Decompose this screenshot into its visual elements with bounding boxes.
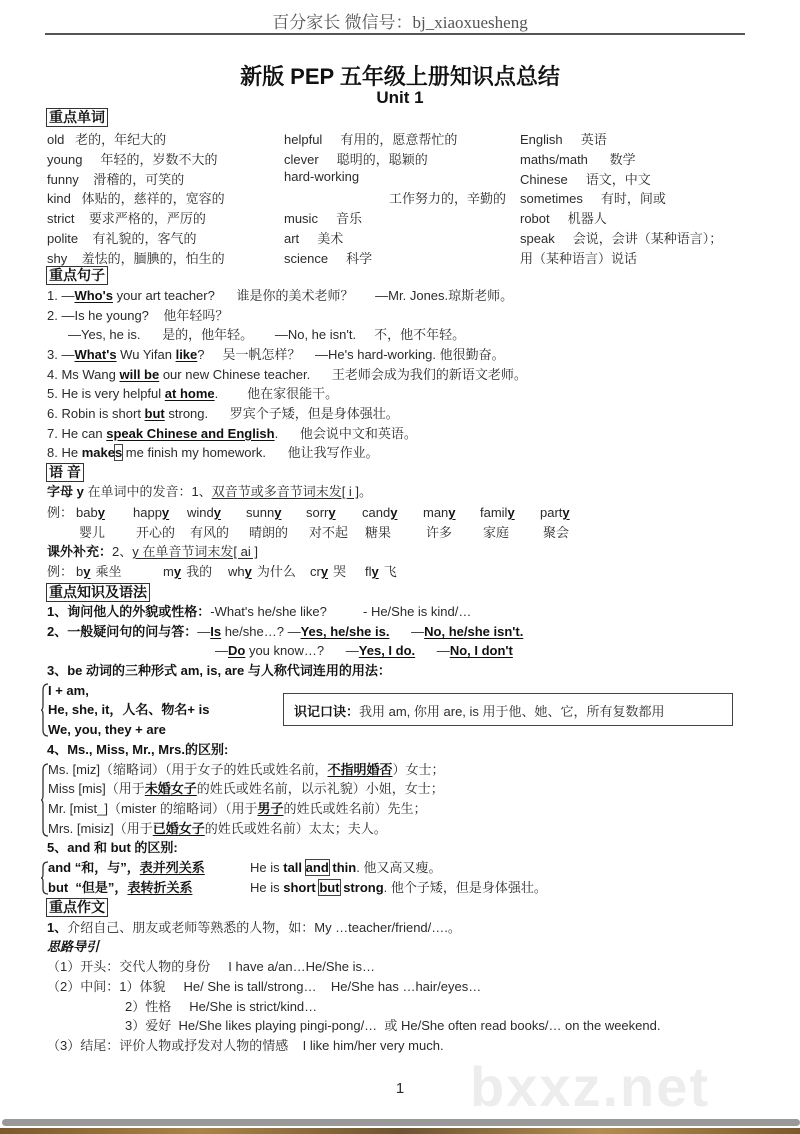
writing-point: （3）结尾：评价人物或抒发对人物的情感 I like him/her very much. — [47, 1038, 444, 1053]
sentence-2 — [47, 307, 228, 325]
text-segment: your art teacher? 谁是你的美术老师？ —Mr. Jones.琼斯老师。 — [112, 288, 514, 303]
text-segment: Ms. [miz]（缩略词）（用于女子的姓氏或姓名前， — [48, 762, 328, 777]
example-word — [187, 504, 230, 540]
text-segment: and “和，与”， — [48, 860, 140, 875]
text-segment: 1、询问他人的外貌或性格： — [47, 604, 211, 619]
text-segment: 2、 — [112, 544, 133, 559]
example-word — [365, 563, 397, 581]
text-segment: Mr. [mist_]（mister 的缩略词）（用于 — [48, 801, 258, 816]
sentence-6 — [47, 405, 399, 423]
text-segment: ? 吴一帆怎样？ —He's hard-working. 他很勤奋。 — [197, 347, 505, 362]
watermark: bxxz.net — [470, 1055, 711, 1118]
text-segment: s — [114, 445, 123, 460]
example-word — [480, 504, 515, 540]
vocab-item: music 音乐 — [284, 211, 363, 226]
vocab-item: hard-working — [284, 169, 360, 184]
be-form: I + am, — [48, 683, 89, 698]
text-segment: strong. 罗宾个子矮，但是身体强壮。 — [164, 406, 399, 421]
sentence-1 — [47, 287, 513, 305]
grammar-4 — [47, 741, 228, 759]
word-meaning: 飞 — [383, 564, 397, 579]
example-word — [76, 504, 106, 540]
vocab-item: robot 机器人 — [520, 211, 607, 226]
text-segment: No, I don't — [449, 643, 513, 658]
text-segment: 。 — [359, 484, 373, 499]
unit-title: Unit 1 — [376, 88, 424, 107]
text-segment: me finish my homework. 他让我写作业。 — [122, 445, 379, 460]
text-segment: — — [389, 624, 425, 639]
vocab-item: shy 羞怯的，腼腆的，怕生的 — [47, 251, 225, 266]
writing-point: 3）爱好 He/She likes playing pingi-pong/… 或 He/She often read books/… on the weekend. — [125, 1018, 661, 1033]
text-segment: . 他会说中文和英语。 — [274, 426, 417, 441]
word-stem: cr — [310, 564, 321, 579]
word-stem: man — [423, 505, 449, 520]
word-ending: y — [213, 505, 221, 520]
text-segment: tall — [283, 860, 303, 875]
word-ending: y — [507, 505, 515, 520]
text-segment: 3、be 动词的三种形式 am, is, are 与人称代词连用的用法： — [47, 663, 391, 678]
text-segment: 2. —Is he young? 他年轻吗？ — [47, 308, 229, 323]
text-segment: He is — [250, 880, 284, 895]
heading-sentences: 重点句子 — [46, 266, 108, 285]
vocab-item: strict 要求严格的，严厉的 — [47, 211, 206, 226]
word-stem: bab — [76, 505, 98, 520]
sentence-7 — [47, 425, 417, 443]
text-segment: you know…? — — [245, 643, 359, 658]
word-meaning: 开心的 — [136, 525, 176, 540]
text-segment: 课外补充： — [47, 544, 113, 559]
text-segment: Is — [210, 624, 222, 639]
text-segment: 双音节或多音节词末发[ i ] — [211, 484, 360, 499]
word-meaning: 为什么 — [256, 564, 296, 579]
page-number: 1 — [395, 1080, 405, 1097]
text-segment: short — [283, 880, 316, 895]
word-ending: y — [173, 564, 182, 579]
word-meaning: 有风的 — [190, 525, 230, 540]
word-meaning: 对不起 — [309, 525, 349, 540]
word-ending: y — [448, 505, 456, 520]
vocab-item: maths/math 数学 — [520, 152, 636, 167]
vocab-item: art 美术 — [284, 231, 344, 246]
word-meaning: 我的 — [186, 564, 213, 579]
but-example — [250, 879, 547, 897]
word-ending: y — [562, 505, 570, 520]
heading-vocab: 重点单词 — [46, 108, 108, 127]
writing-point: （2）中间：1）体貌 He/ She is tall/strong… He/She has …hair/eyes… — [47, 979, 482, 994]
title-mrs — [48, 820, 387, 838]
sentence-8 — [47, 444, 379, 462]
text-segment: speak Chinese and English — [106, 426, 275, 441]
text-segment: 的姓氏或姓名前）先生； — [283, 801, 427, 816]
vocab-item: polite 有礼貌的，客气的 — [47, 231, 197, 246]
word-stem: wh — [228, 564, 245, 579]
text-segment: 在单词中的发音：1、 — [83, 484, 212, 499]
text-segment: but — [319, 880, 340, 895]
title-ms — [48, 761, 445, 779]
site-header: 百分家长 微信号：bj_xiaoxuesheng — [272, 13, 528, 32]
text-segment: No, he/she isn't. — [424, 624, 524, 639]
word-ending: y — [328, 505, 336, 520]
text-segment: 7. He can — [47, 426, 107, 441]
word-ending: y — [274, 505, 282, 520]
word-ending: y — [320, 564, 329, 579]
example-label: 例： — [47, 505, 74, 520]
example-label: 例： — [47, 564, 74, 579]
text-segment: 5、and 和 but 的区别: — [47, 840, 178, 855]
text-segment: thin — [332, 860, 357, 875]
text-segment: 表并列关系 — [139, 860, 205, 875]
vocab-item: science 科学 — [284, 251, 373, 266]
text-segment: 表转折关系 — [127, 880, 193, 895]
writing-guide: 思路导引 — [47, 939, 100, 954]
text-segment: — — [415, 643, 450, 658]
text-segment: Yes, I do. — [358, 643, 416, 658]
text-segment: He is — [250, 860, 284, 875]
word-stem: part — [540, 505, 563, 520]
example-word — [133, 504, 176, 540]
word-stem: m — [163, 564, 174, 579]
vocab-item: old 老的，年纪大的 — [47, 132, 167, 147]
text-segment: Yes, he/she is. — [300, 624, 390, 639]
word-ending: y — [390, 505, 398, 520]
word-ending: y — [83, 564, 91, 579]
text-segment: Mrs. [misiz]（用于 — [48, 821, 153, 836]
text-segment: Who's — [74, 288, 113, 303]
text-segment: 2、一般疑问句的问与答： — [47, 624, 198, 639]
grammar-3 — [47, 662, 391, 680]
header-rule — [45, 33, 745, 35]
writing-task — [47, 919, 461, 937]
text-segment: . 他又高又瘦。 — [356, 860, 442, 875]
text-segment: 4. Ms Wang — [47, 367, 120, 382]
be-form: We, you, they + are — [48, 722, 166, 737]
text-segment: ）女士； — [392, 762, 445, 777]
text-segment: 1、 — [47, 920, 68, 935]
vocab-item: Chinese 语文，中文 — [520, 172, 651, 187]
writing-point: 2）性格 He/She is strict/kind… — [125, 999, 318, 1014]
text-segment: What's — [74, 347, 117, 362]
vocab-item: speak 会说，会讲（某种语言）； — [520, 231, 723, 246]
word-ending: y — [371, 564, 379, 579]
text-segment: 8. He — [47, 445, 82, 460]
word-stem: sorr — [306, 505, 329, 520]
word-stem: sunn — [246, 505, 275, 520]
word-ending: y — [97, 505, 105, 520]
phonics-rule-1 — [47, 483, 372, 501]
heading-phonics: 语 音 — [46, 463, 84, 482]
and-label — [48, 859, 205, 877]
text-segment: Do — [228, 643, 246, 658]
title-mr — [48, 800, 426, 818]
word-meaning: 哭 — [333, 564, 347, 579]
text-segment: 的姓氏或姓名前）太太；夫人。 — [204, 821, 387, 836]
example-word — [423, 504, 456, 540]
word-stem: happ — [133, 505, 162, 520]
text-segment: 我用 am, 你用 are, is 用于他、她、它，所有复数都用 — [359, 704, 665, 719]
text-segment: but — [144, 406, 165, 421]
text-segment: . 他在家很能干。 — [214, 386, 339, 401]
text-segment: strong — [343, 880, 384, 895]
phonics-rule-2 — [47, 543, 258, 561]
text-segment: but “但是”， — [48, 880, 128, 895]
grammar-1 — [47, 603, 471, 621]
text-segment: 4、Ms., Miss, Mr., Mrs.的区别: — [47, 742, 229, 757]
example-word — [228, 563, 296, 581]
text-segment: — — [215, 643, 228, 658]
vocab-item: clever 聪明的，聪颖的 — [284, 152, 428, 167]
vocab-item: 工作努力的，辛勤的 — [388, 191, 506, 206]
text-segment: 3. — — [47, 347, 75, 362]
example-word — [163, 563, 212, 581]
text-segment: he/she…? — — [221, 624, 301, 639]
text-segment: will be — [119, 367, 160, 382]
text-segment: -What's he/she like? - He/She is kind/… — [210, 604, 472, 619]
text-segment: make — [81, 445, 115, 460]
word-meaning: 许多 — [426, 525, 453, 540]
word-stem: fl — [365, 564, 372, 579]
sentence-3 — [47, 346, 505, 364]
writing-point: （1）开头：交代人物的身份 I have a/an…He/She is… — [47, 959, 375, 974]
word-meaning: 晴朗的 — [249, 525, 289, 540]
mnemonic-box — [283, 693, 733, 726]
sentence-2-answer — [68, 326, 465, 344]
word-stem: cand — [362, 505, 391, 520]
sentence-5 — [47, 385, 338, 403]
example-word — [246, 504, 289, 540]
text-segment: 识记口诀： — [294, 704, 360, 719]
text-segment: 不指明婚否 — [327, 762, 393, 777]
example-word — [540, 504, 570, 540]
text-segment: 男子 — [257, 801, 284, 816]
text-segment: 未婚女子 — [144, 781, 197, 796]
be-form: He, she, it，人名、物名+ is — [48, 702, 210, 717]
vocab-item: helpful 有用的，愿意帮忙的 — [284, 132, 458, 147]
text-segment: and — [305, 860, 329, 875]
text-segment: 6. Robin is short — [47, 406, 145, 421]
text-segment: 已婚女子 — [152, 821, 205, 836]
word-stem: famil — [480, 505, 508, 520]
text-segment: 5. He is very helpful — [47, 386, 165, 401]
word-meaning: 婴儿 — [79, 525, 106, 540]
text-segment: our new Chinese teacher. 王老师会成为我们的新语文老师。 — [159, 367, 527, 382]
heading-writing: 重点作文 — [46, 898, 108, 917]
word-ending: y — [244, 564, 252, 579]
but-label — [48, 879, 192, 897]
text-segment: 的姓氏或姓名前，以示礼貌）小姐，女士； — [196, 781, 444, 796]
grammar-2 — [47, 623, 523, 641]
and-example — [250, 859, 441, 877]
word-meaning: 聚会 — [543, 525, 570, 540]
text-segment: like — [175, 347, 198, 362]
word-stem: b — [76, 564, 84, 579]
text-segment: . 他个子矮，但是身体强壮。 — [383, 880, 547, 895]
word-stem: wind — [187, 505, 214, 520]
vocab-item: young 年轻的，岁数不大的 — [47, 152, 218, 167]
word-meaning: 乘坐 — [95, 564, 122, 579]
vocab-item: English 英语 — [520, 132, 607, 147]
horizontal-scrollbar[interactable] — [2, 1119, 800, 1126]
title-miss — [48, 780, 444, 798]
text-segment: 字母 y — [47, 484, 84, 499]
word-meaning: 家庭 — [483, 525, 510, 540]
sentence-4 — [47, 366, 527, 384]
example-word — [76, 563, 121, 581]
text-segment: Wu Yifan — [116, 347, 176, 362]
example-word — [306, 504, 349, 540]
example-word — [310, 563, 346, 581]
text-segment: — — [197, 624, 211, 639]
vocab-item: 用（某种语言）说话 — [520, 251, 638, 266]
text-segment: at home — [164, 386, 215, 401]
text-segment: y 在单音节词末发[ ai ] — [132, 544, 258, 559]
text-segment: Miss [mis]（用于 — [48, 781, 145, 796]
word-ending: y — [161, 505, 170, 520]
desktop-background-strip — [0, 1128, 800, 1134]
grammar-2b — [215, 642, 513, 660]
word-meaning: 糖果 — [365, 525, 392, 540]
grammar-5 — [47, 839, 178, 857]
text-segment: 1. — — [47, 288, 75, 303]
example-word — [362, 504, 398, 540]
vocab-item: funny 滑稽的，可笑的 — [47, 172, 185, 187]
text-segment: 介绍自己、朋友或老师等熟悉的人物，如：My …teacher/friend/….。 — [67, 920, 461, 935]
text-segment: —Yes, he is. 是的，他年轻。 —No, he isn't. 不，他不年轻。 — [68, 327, 466, 342]
document-title: 新版 PEP 五年级上册知识点总结 — [240, 64, 560, 89]
heading-grammar: 重点知识及语法 — [46, 583, 150, 602]
vocab-item: sometimes 有时，间或 — [520, 191, 666, 206]
vocab-item: kind 体贴的，慈祥的，宽容的 — [47, 191, 225, 206]
